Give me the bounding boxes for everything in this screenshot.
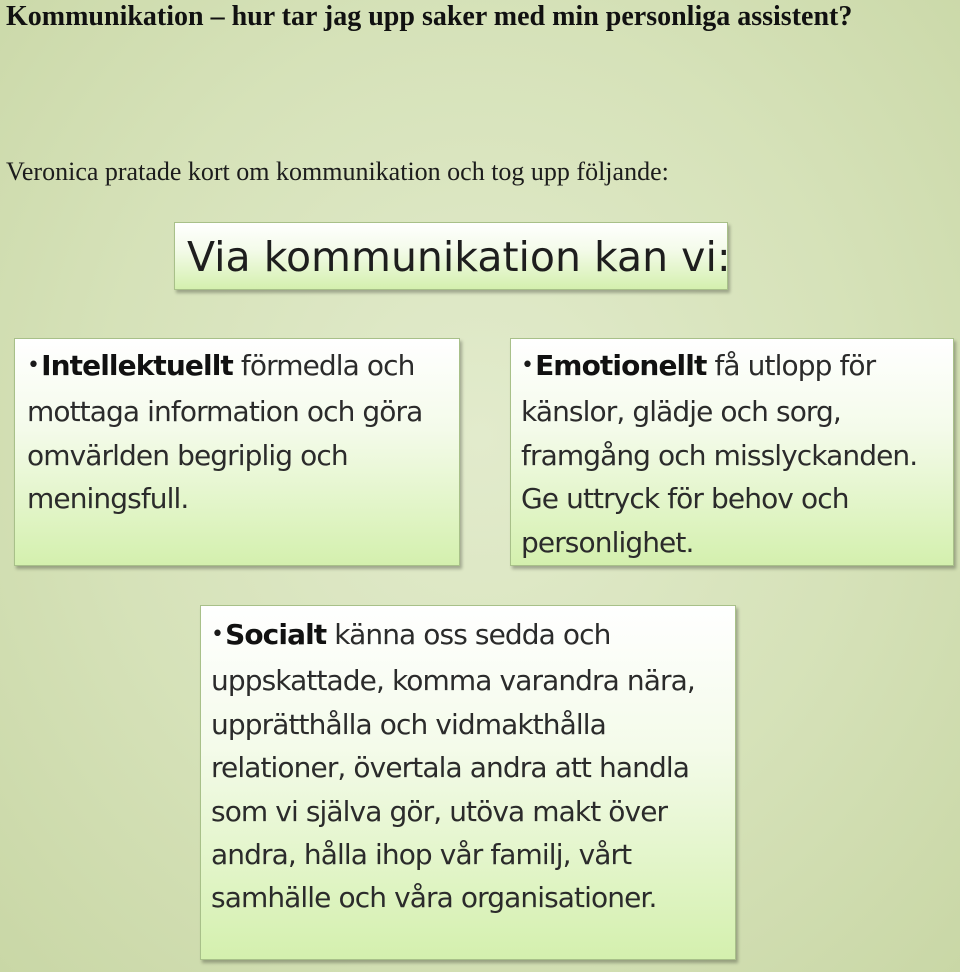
slide-heading-box bbox=[174, 222, 731, 290]
emotional-box bbox=[510, 338, 954, 566]
bullet-icon: • bbox=[211, 622, 224, 647]
bullet-icon: • bbox=[521, 353, 534, 378]
page-title: Kommunikation – hur tar jag upp saker med min personliga assistent? bbox=[6, 1, 853, 32]
social-text: känna oss sedda och uppskattade, komma varandra nära, upprätthålla och vidmakthålla relationer, övertala andra att handla som vi själva gör, utöva makt över andra, hålla ihop vår familj, vårt samhälle och våra organisationer. bbox=[211, 618, 695, 915]
intellectual-box bbox=[14, 338, 460, 566]
intellectual-keyword: Intellektuellt bbox=[41, 349, 233, 382]
social-box bbox=[200, 605, 736, 960]
intro-text: Veronica pratade kort om kommunikation och tog upp följande: bbox=[6, 157, 669, 186]
slide-heading: Via kommunikation kan vi: bbox=[187, 233, 731, 281]
social-keyword: Socialt bbox=[225, 618, 327, 651]
emotional-text: få utlopp för känslor, glädje och sorg, framgång och misslyckanden. Ge uttryck för behov och personlighet. bbox=[521, 349, 918, 559]
emotional-keyword: Emotionellt bbox=[535, 349, 707, 382]
intellectual-text: förmedla och mottaga information och göra omvärlden begriplig och meningsfull. bbox=[27, 349, 423, 516]
bullet-icon: • bbox=[27, 353, 40, 378]
